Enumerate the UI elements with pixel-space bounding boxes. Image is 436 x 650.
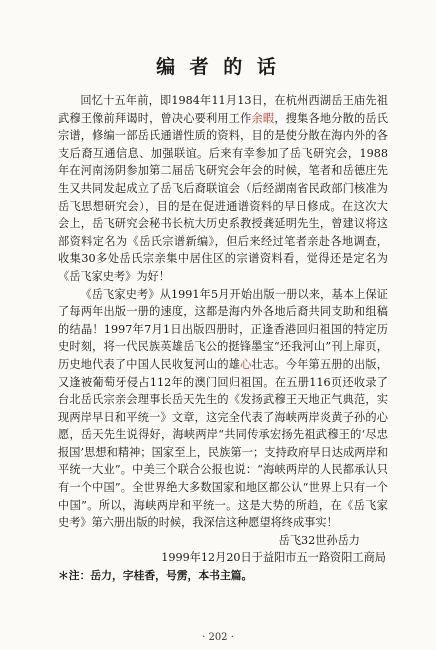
body-text	[58, 92, 388, 585]
paragraph-2-part-1: 《岳飞家史考》从1991年5月开始出版一册以来，基本上保证了每两年出版一册的速度，这都是海内外各地后裔共同支助和组稿的结晶！1997年7月1日出版四册时，正逢香港回归祖国的特定历史时刻，将一代民族英雄岳飞公的挺锋墨宝“还我河山”刊上扉页，历史地代表了中国人民收复河山的雄	[58, 287, 388, 371]
author-note: ＊注：岳力，字桂香，号雳，本书主篇。	[58, 569, 253, 583]
paragraph-1-part-1: 回忆十五年前，即1984年11月13日，在杭州西湖岳王庙先祖武穆王像前拜谒时，曾决心要利用工作	[58, 94, 388, 125]
page-number: · 202 ·	[202, 632, 234, 643]
paragraph-2-highlight: 心	[240, 357, 252, 371]
paragraph-1-part-3: ，搜集各地分散的岳氏宗谱，修编一部岳氏通谱性质的资料，目的是使分散在海内外的各支后裔互通信息、加强联谊。后来有幸参加了岳飞研究会，1988年在河南汤阴参加第二届岳飞研究会年会的时候，笔者和岳德庄先生又共同发起成立了岳飞后裔联谊会（后经湖南省民政部门核准为岳飞思想研究会），目的是在促进通谱资料的早日修成。在这次大会上，岳飞研究会秘书长杭大历史系教授龚延明先生，曾建议将这部资料定名为《岳氏宗谱新编》，但后来经过笔者亲赴各地调查，收集30多处岳氏宗亲集中居住区的宗谱资料看，觉得还是定名为《岳飞家史考》为好！	[58, 111, 388, 283]
paragraph-2	[58, 286, 388, 532]
signature: 岳飞32世孙岳力	[278, 533, 360, 547]
paragraph-1-highlight: 余暇	[251, 111, 275, 125]
page-title: 编 者 的 话	[156, 56, 280, 78]
date-place: 1999年12月20日于益阳市五一路资阳工商局	[161, 551, 386, 565]
paragraph-1	[58, 92, 388, 286]
paragraph-2-part-3: 壮志。今年第五册的出版，又逢被葡萄牙侵占112年的澳门回归祖国。在五册116页还收录了台北岳氏宗亲会理事长岳天先生的《发扬武穆王天地正气典范，实现两岸早日和平统一》文章，这完全代表了海峡两岸炎黄子孙的心愿，岳天先生说得好，海峡两岸“共同传承宏扬先祖武穆王的‘尽忠报国’思想和精神；国家至上，民族第一；支持政府早日达成两岸和平统一大业”。中美三个联合公报也说：“海峡两岸的人民都承认只有一个中国”。全世界绝大多数国家和地区都公认“世界上只有一个中国”。所以，海峡两岸和平统一。这是大势的所趋，在《岳飞家史考》第六册出版的时候，我深信这种愿望将终成事实！	[58, 357, 388, 530]
